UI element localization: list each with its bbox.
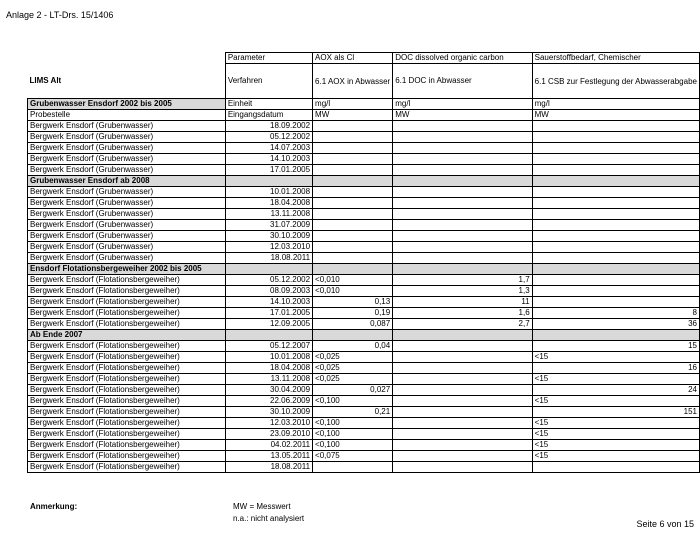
doc-value [393, 429, 532, 440]
aox-value: 0,087 [313, 319, 393, 330]
table-row [28, 418, 700, 429]
aox-value [313, 209, 393, 220]
doc-value [393, 253, 532, 264]
date-cell: 05.12.2007 [225, 341, 312, 352]
csb-value: <15 [532, 374, 699, 385]
probestelle-cell: Bergwerk Ensdorf (Flotationsbergeweiher) [28, 319, 226, 330]
aox-value [313, 143, 393, 154]
table-row [28, 242, 700, 253]
doc-value [393, 440, 532, 451]
date-cell: 18.08.2011 [225, 253, 312, 264]
csb-value [532, 132, 699, 143]
empty-cell [532, 264, 699, 275]
table-row [28, 143, 700, 154]
page-number: Seite 6 von 15 [636, 519, 694, 529]
doc-value [393, 407, 532, 418]
doc-value [393, 132, 532, 143]
group-title: Grubenwasser Ensdorf ab 2008 [28, 176, 226, 187]
probestelle-cell: Bergwerk Ensdorf (Grubenwasser) [28, 187, 226, 198]
doc-value [393, 154, 532, 165]
date-cell: 31.07.2009 [225, 220, 312, 231]
doc-value [393, 187, 532, 198]
csb-value: <15 [532, 429, 699, 440]
doc-value [393, 121, 532, 132]
csb-value [532, 187, 699, 198]
table-row [28, 407, 700, 418]
aox-value: <0,100 [313, 396, 393, 407]
csb-verfahren: 6.1 CSB zur Festlegung der Abwasserabgabe [532, 64, 699, 99]
table-row [28, 308, 700, 319]
csb-value: <15 [532, 418, 699, 429]
table-row [28, 231, 700, 242]
probestelle-cell: Bergwerk Ensdorf (Flotationsbergeweiher) [28, 286, 226, 297]
probestelle-cell: Bergwerk Ensdorf (Flotationsbergeweiher) [28, 363, 226, 374]
probestelle-cell: Bergwerk Ensdorf (Flotationsbergeweiher) [28, 418, 226, 429]
table-row [28, 121, 700, 132]
csb-value: <15 [532, 440, 699, 451]
probestelle-cell: Bergwerk Ensdorf (Grubenwasser) [28, 165, 226, 176]
aox-value [313, 220, 393, 231]
probestelle-cell: Bergwerk Ensdorf (Flotationsbergeweiher) [28, 352, 226, 363]
date-cell: 23.09.2010 [225, 429, 312, 440]
csb-value [532, 143, 699, 154]
date-cell: 13.11.2008 [225, 209, 312, 220]
table-row [28, 220, 700, 231]
doc-value [393, 198, 532, 209]
csb-value [532, 253, 699, 264]
csb-value [532, 121, 699, 132]
table-row [28, 451, 700, 462]
probestelle-cell: Bergwerk Ensdorf (Flotationsbergeweiher) [28, 396, 226, 407]
probestelle-cell: Bergwerk Ensdorf (Flotationsbergeweiher) [28, 451, 226, 462]
group-row [28, 264, 700, 275]
table-row [28, 132, 700, 143]
probestelle-cell: Bergwerk Ensdorf (Grubenwasser) [28, 154, 226, 165]
date-cell: 05.12.2002 [225, 275, 312, 286]
doc-value [393, 352, 532, 363]
lims-data-table [27, 52, 700, 473]
aox-value: 0,13 [313, 297, 393, 308]
aox-value [313, 154, 393, 165]
date-cell: 10.01.2008 [225, 187, 312, 198]
csb-value: <15 [532, 396, 699, 407]
group-title: Ab Ende 2007 [28, 330, 226, 341]
probestelle-cell: Bergwerk Ensdorf (Flotationsbergeweiher) [28, 407, 226, 418]
probestelle-cell: Bergwerk Ensdorf (Flotationsbergeweiher) [28, 462, 226, 473]
doc-value [393, 462, 532, 473]
table-row [28, 341, 700, 352]
einheit-label: Einheit [225, 99, 312, 110]
csb-value [532, 231, 699, 242]
table-row [28, 440, 700, 451]
doc-unit: mg/l [393, 99, 532, 110]
parameter-label: Parameter [225, 53, 312, 64]
empty-cell [313, 176, 393, 187]
table-row [28, 209, 700, 220]
probestelle-cell: Bergwerk Ensdorf (Flotationsbergeweiher) [28, 385, 226, 396]
table-row [28, 253, 700, 264]
table-row [28, 187, 700, 198]
csb-value [532, 462, 699, 473]
date-cell: 14.10.2003 [225, 297, 312, 308]
aox-value: <0,100 [313, 418, 393, 429]
doc-value [393, 209, 532, 220]
empty-cell [313, 264, 393, 275]
date-cell: 18.04.2008 [225, 363, 312, 374]
group-row [28, 176, 700, 187]
probestelle-cell: Bergwerk Ensdorf (Grubenwasser) [28, 231, 226, 242]
empty-cell [225, 330, 312, 341]
aox-value [313, 253, 393, 264]
probestelle-cell: Bergwerk Ensdorf (Flotationsbergeweiher) [28, 297, 226, 308]
csb-value [532, 154, 699, 165]
empty-cell [393, 264, 532, 275]
doc-value: 11 [393, 297, 532, 308]
csb-value: 36 [532, 319, 699, 330]
aox-value: <0,010 [313, 275, 393, 286]
doc-value [393, 385, 532, 396]
date-cell: 10.01.2008 [225, 352, 312, 363]
csb-value [532, 242, 699, 253]
csb-type: MW [532, 110, 699, 121]
date-cell: 17.01.2005 [225, 308, 312, 319]
aox-value: 0,21 [313, 407, 393, 418]
date-cell: 30.10.2009 [225, 407, 312, 418]
aox-value [313, 132, 393, 143]
doc-value [393, 451, 532, 462]
csb-value [532, 275, 699, 286]
doc-type: MW [393, 110, 532, 121]
csb-value: 15 [532, 341, 699, 352]
group-title: Grubenwasser Ensdorf 2002 bis 2005 [28, 99, 226, 110]
probestelle-cell: Bergwerk Ensdorf (Flotationsbergeweiher) [28, 275, 226, 286]
doc-value [393, 165, 532, 176]
doc-value: 1,6 [393, 308, 532, 319]
date-cell: 14.10.2003 [225, 154, 312, 165]
date-cell: 30.10.2009 [225, 231, 312, 242]
aox-value: 0,027 [313, 385, 393, 396]
table-row [28, 165, 700, 176]
aox-value [313, 462, 393, 473]
doc-value [393, 242, 532, 253]
doc-verfahren: 6.1 DOC in Abwasser [393, 64, 532, 99]
csb-parameter: Sauerstoffbedarf, Chemischer [532, 53, 699, 64]
doc-value: 1,3 [393, 286, 532, 297]
aox-value: <0,100 [313, 429, 393, 440]
probestelle-cell: Bergwerk Ensdorf (Flotationsbergeweiher) [28, 308, 226, 319]
date-cell: 14.07.2003 [225, 143, 312, 154]
header-row-parameter [28, 53, 700, 64]
csb-value: 8 [532, 308, 699, 319]
aox-verfahren: 6.1 AOX in Abwasser [313, 64, 393, 99]
probestelle-cell: Bergwerk Ensdorf (Grubenwasser) [28, 242, 226, 253]
date-cell: 18.09.2002 [225, 121, 312, 132]
probestelle-cell: Bergwerk Ensdorf (Flotationsbergeweiher) [28, 341, 226, 352]
aox-value: 0,04 [313, 341, 393, 352]
note-na: n.a.: nicht analysiert [233, 514, 305, 523]
aox-value [313, 242, 393, 253]
table-row [28, 319, 700, 330]
table-row [28, 374, 700, 385]
probestelle-cell: Bergwerk Ensdorf (Flotationsbergeweiher) [28, 440, 226, 451]
aox-value [313, 198, 393, 209]
doc-value: 1,7 [393, 275, 532, 286]
date-cell: 18.04.2008 [225, 198, 312, 209]
probestelle-cell: Bergwerk Ensdorf (Grubenwasser) [28, 132, 226, 143]
csb-value [532, 209, 699, 220]
aox-value: 0,19 [313, 308, 393, 319]
table-row [28, 352, 700, 363]
csb-value: 16 [532, 363, 699, 374]
date-cell: 18.08.2011 [225, 462, 312, 473]
date-cell: 04.02.2011 [225, 440, 312, 451]
empty-cell [532, 330, 699, 341]
empty-cell [225, 176, 312, 187]
csb-unit: mg/l [532, 99, 699, 110]
header-row-probestelle [28, 110, 700, 121]
date-cell: 13.05.2011 [225, 451, 312, 462]
probestelle-cell: Bergwerk Ensdorf (Flotationsbergeweiher) [28, 374, 226, 385]
table-row [28, 297, 700, 308]
aox-value [313, 121, 393, 132]
header-row-verfahren [28, 64, 700, 99]
aox-value: <0,025 [313, 374, 393, 385]
doc-value [393, 374, 532, 385]
probestelle-cell: Bergwerk Ensdorf (Grubenwasser) [28, 198, 226, 209]
doc-parameter: DOC dissolved organic carbon [393, 53, 532, 64]
date-cell: 05.12.2002 [225, 132, 312, 143]
doc-value [393, 341, 532, 352]
aox-type: MW [313, 110, 393, 121]
empty-cell [532, 176, 699, 187]
csb-value [532, 286, 699, 297]
doc-value [393, 396, 532, 407]
aox-value: <0,100 [313, 440, 393, 451]
probestelle-label: Probestelle [28, 110, 226, 121]
doc-value [393, 418, 532, 429]
aox-value [313, 187, 393, 198]
probestelle-cell: Bergwerk Ensdorf (Grubenwasser) [28, 220, 226, 231]
table-row [28, 385, 700, 396]
group-row [28, 330, 700, 341]
header-row-einheit [28, 99, 700, 110]
csb-value: 151 [532, 407, 699, 418]
csb-value [532, 198, 699, 209]
doc-value [393, 363, 532, 374]
date-cell: 12.03.2010 [225, 418, 312, 429]
date-cell: 22.06.2009 [225, 396, 312, 407]
empty-cell [393, 176, 532, 187]
doc-value [393, 143, 532, 154]
date-cell: 12.03.2010 [225, 242, 312, 253]
probestelle-cell: Bergwerk Ensdorf (Grubenwasser) [28, 209, 226, 220]
aox-value [313, 165, 393, 176]
aox-unit: mg/l [313, 99, 393, 110]
empty-cell [225, 264, 312, 275]
csb-value [532, 220, 699, 231]
document-header: Anlage 2 - LT-Drs. 15/1406 [6, 10, 114, 20]
aox-value: <0,025 [313, 352, 393, 363]
doc-value [393, 231, 532, 242]
csb-value [532, 165, 699, 176]
empty-cell [393, 330, 532, 341]
date-cell: 17.01.2005 [225, 165, 312, 176]
lims-alt-label: LIMS Alt [29, 75, 62, 85]
empty-corner [28, 53, 226, 64]
aox-value [313, 231, 393, 242]
probestelle-cell: Bergwerk Ensdorf (Grubenwasser) [28, 143, 226, 154]
csb-value: <15 [532, 451, 699, 462]
csb-value: <15 [532, 352, 699, 363]
csb-value: 24 [532, 385, 699, 396]
date-cell: 08.09.2003 [225, 286, 312, 297]
aox-value: <0,075 [313, 451, 393, 462]
aox-value: <0,010 [313, 286, 393, 297]
probestelle-cell: Bergwerk Ensdorf (Flotationsbergeweiher) [28, 429, 226, 440]
group-title: Ensdorf Flotationsbergeweiher 2002 bis 2005 [28, 264, 226, 275]
note-mw: MW = Messwert [233, 502, 291, 511]
table-body [28, 53, 700, 473]
eingang-label: Eingangsdatum [225, 110, 312, 121]
table-row [28, 363, 700, 374]
table-row [28, 462, 700, 473]
empty-cell [313, 330, 393, 341]
table-row [28, 429, 700, 440]
probestelle-cell: Bergwerk Ensdorf (Grubenwasser) [28, 121, 226, 132]
verfahren-label: Verfahren [225, 64, 312, 99]
aox-value: <0,025 [313, 363, 393, 374]
doc-value: 2,7 [393, 319, 532, 330]
table-row [28, 275, 700, 286]
probestelle-cell: Bergwerk Ensdorf (Grubenwasser) [28, 253, 226, 264]
table-row [28, 154, 700, 165]
table-row [28, 198, 700, 209]
csb-value [532, 297, 699, 308]
doc-value [393, 220, 532, 231]
date-cell: 13.11.2008 [225, 374, 312, 385]
table-row [28, 396, 700, 407]
table-row [28, 286, 700, 297]
notes-label: Anmerkung: [30, 502, 78, 511]
date-cell: 12.09.2005 [225, 319, 312, 330]
date-cell: 30.04.2009 [225, 385, 312, 396]
aox-parameter: AOX als Cl [313, 53, 393, 64]
